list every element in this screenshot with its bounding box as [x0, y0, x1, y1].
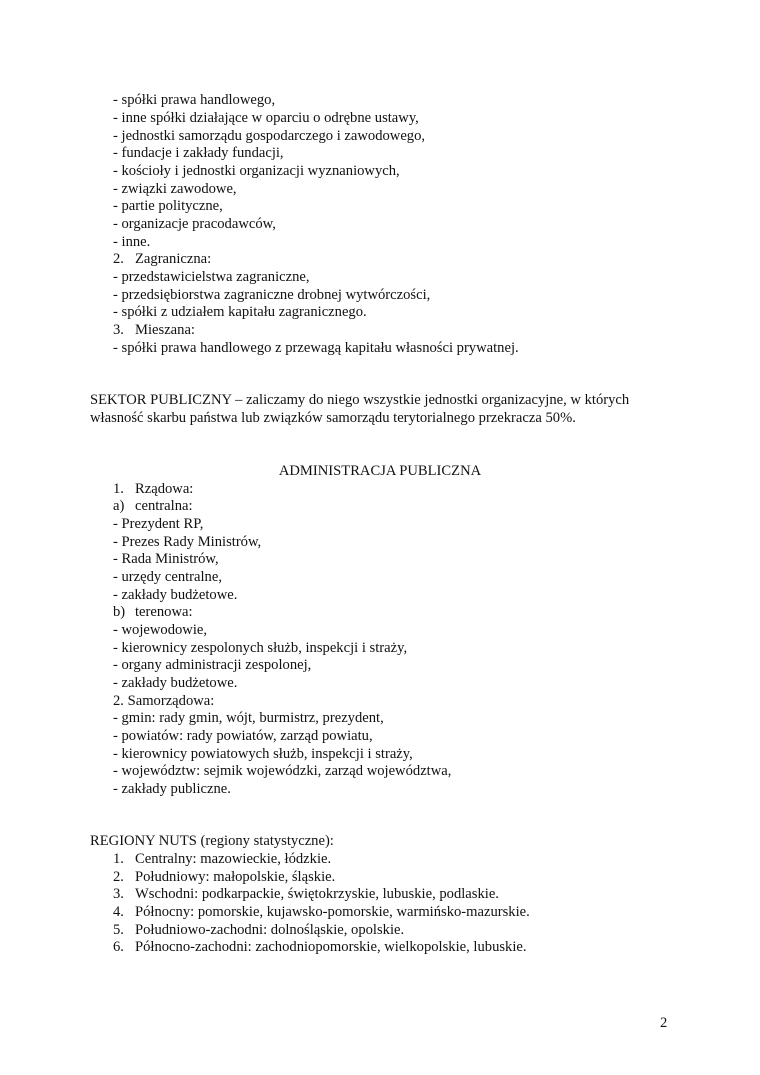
nuts-item-text: Południowo-zachodni: dolnośląskie, opolskie.	[135, 922, 405, 938]
list-item: - województw: sejmik wojewódzki, zarząd województwa,	[113, 763, 452, 779]
list-item: - zakłady publiczne.	[113, 781, 231, 797]
nuts-item-text: Północno-zachodni: zachodniopomorskie, wielkopolskie, lubuskie.	[135, 939, 527, 955]
list-item: - kierownicy powiatowych służb, inspekcji i straży,	[113, 746, 413, 762]
list-item: - partie polityczne,	[113, 198, 223, 214]
list-item: - zakłady budżetowe.	[113, 675, 238, 691]
list-item: - wojewodowie,	[113, 622, 208, 638]
mixed-heading	[113, 321, 195, 339]
foreign-number: 2.	[113, 251, 124, 267]
nuts-title: REGIONY NUTS (regiony statystyczne):	[90, 833, 334, 849]
list-item: - urzędy centralne,	[113, 569, 222, 585]
nuts-item-number: 6.	[113, 939, 124, 955]
mixed-number: 3.	[113, 322, 124, 338]
gov-number: 1.	[113, 481, 124, 497]
nuts-item-text: Centralny: mazowieckie, łódzkie.	[135, 851, 332, 867]
foreign-heading	[113, 250, 211, 268]
nuts-item-text: Południowy: małopolskie, śląskie.	[135, 869, 336, 885]
nuts-item-number: 3.	[113, 886, 124, 902]
nuts-item-text: Wschodni: podkarpackie, świętokrzyskie, lubuskie, podlaskie.	[135, 886, 499, 902]
nuts-item	[113, 938, 527, 956]
list-item: - przedsiębiorstwa zagraniczne drobnej wytwórczości,	[113, 287, 431, 303]
list-item: - spółki z udziałem kapitału zagranicznego.	[113, 304, 367, 320]
list-item: - kościoły i jednostki organizacji wyznaniowych,	[113, 163, 400, 179]
mixed-label: Mieszana:	[135, 322, 195, 338]
list-item: - zakłady budżetowe.	[113, 587, 238, 603]
foreign-label: Zagraniczna:	[135, 251, 212, 267]
list-item: - Rada Ministrów,	[113, 551, 219, 567]
gov-label: Rządowa:	[135, 481, 194, 497]
list-item: - związki zawodowe,	[113, 181, 237, 197]
regional-letter: b)	[113, 604, 126, 620]
regional-label: terenowa:	[135, 604, 193, 620]
central-letter: a)	[113, 498, 125, 514]
list-item: - spółki prawa handlowego z przewagą kapitału własności prywatnej.	[113, 340, 519, 356]
nuts-item	[113, 850, 331, 868]
list-item: - powiatów: rady powiatów, zarząd powiatu,	[113, 728, 373, 744]
list-item: - Prezes Rady Ministrów,	[113, 534, 262, 550]
list-item: - organizacje pracodawców,	[113, 216, 276, 232]
selfgov-heading: 2. Samorządowa:	[113, 693, 215, 709]
list-item: - kierownicy zespolonych służb, inspekcji i straży,	[113, 640, 408, 656]
list-item: - jednostki samorządu gospodarczego i zawodowego,	[113, 128, 426, 144]
central-heading	[113, 497, 193, 515]
list-item: - organy administracji zespolonej,	[113, 657, 312, 673]
central-label: centralna:	[135, 498, 193, 514]
list-item: - inne spółki działające w oparciu o odrębne ustawy,	[113, 110, 419, 126]
nuts-item	[113, 903, 530, 921]
list-item: - spółki prawa handlowego,	[113, 92, 276, 108]
list-item: - przedstawicielstwa zagraniczne,	[113, 269, 310, 285]
list-item: - fundacje i zakłady fundacji,	[113, 145, 284, 161]
nuts-item-number: 5.	[113, 922, 124, 938]
nuts-item-number: 4.	[113, 904, 124, 920]
nuts-item	[113, 921, 404, 939]
regional-heading	[113, 603, 193, 621]
nuts-item-number: 1.	[113, 851, 124, 867]
nuts-item	[113, 885, 499, 903]
list-item: - Prezydent RP,	[113, 516, 204, 532]
nuts-item-number: 2.	[113, 869, 124, 885]
list-item: - gmin: rady gmin, wójt, burmistrz, prezydent,	[113, 710, 384, 726]
nuts-item-text: Północny: pomorskie, kujawsko-pomorskie, warmińsko-mazurskie.	[135, 904, 530, 920]
gov-heading	[113, 480, 193, 498]
list-item: - inne.	[113, 234, 151, 250]
nuts-item	[113, 868, 335, 886]
page-number: 2	[660, 1015, 668, 1031]
public-sector-paragraph: SEKTOR PUBLICZNY – zaliczamy do niego wszystkie jednostki organizacyjne, w których własność skarbu państwa lub związków samorządu terytorialnego przekracza 50%.	[90, 392, 630, 426]
admin-title: ADMINISTRACJA PUBLICZNA	[278, 463, 482, 479]
